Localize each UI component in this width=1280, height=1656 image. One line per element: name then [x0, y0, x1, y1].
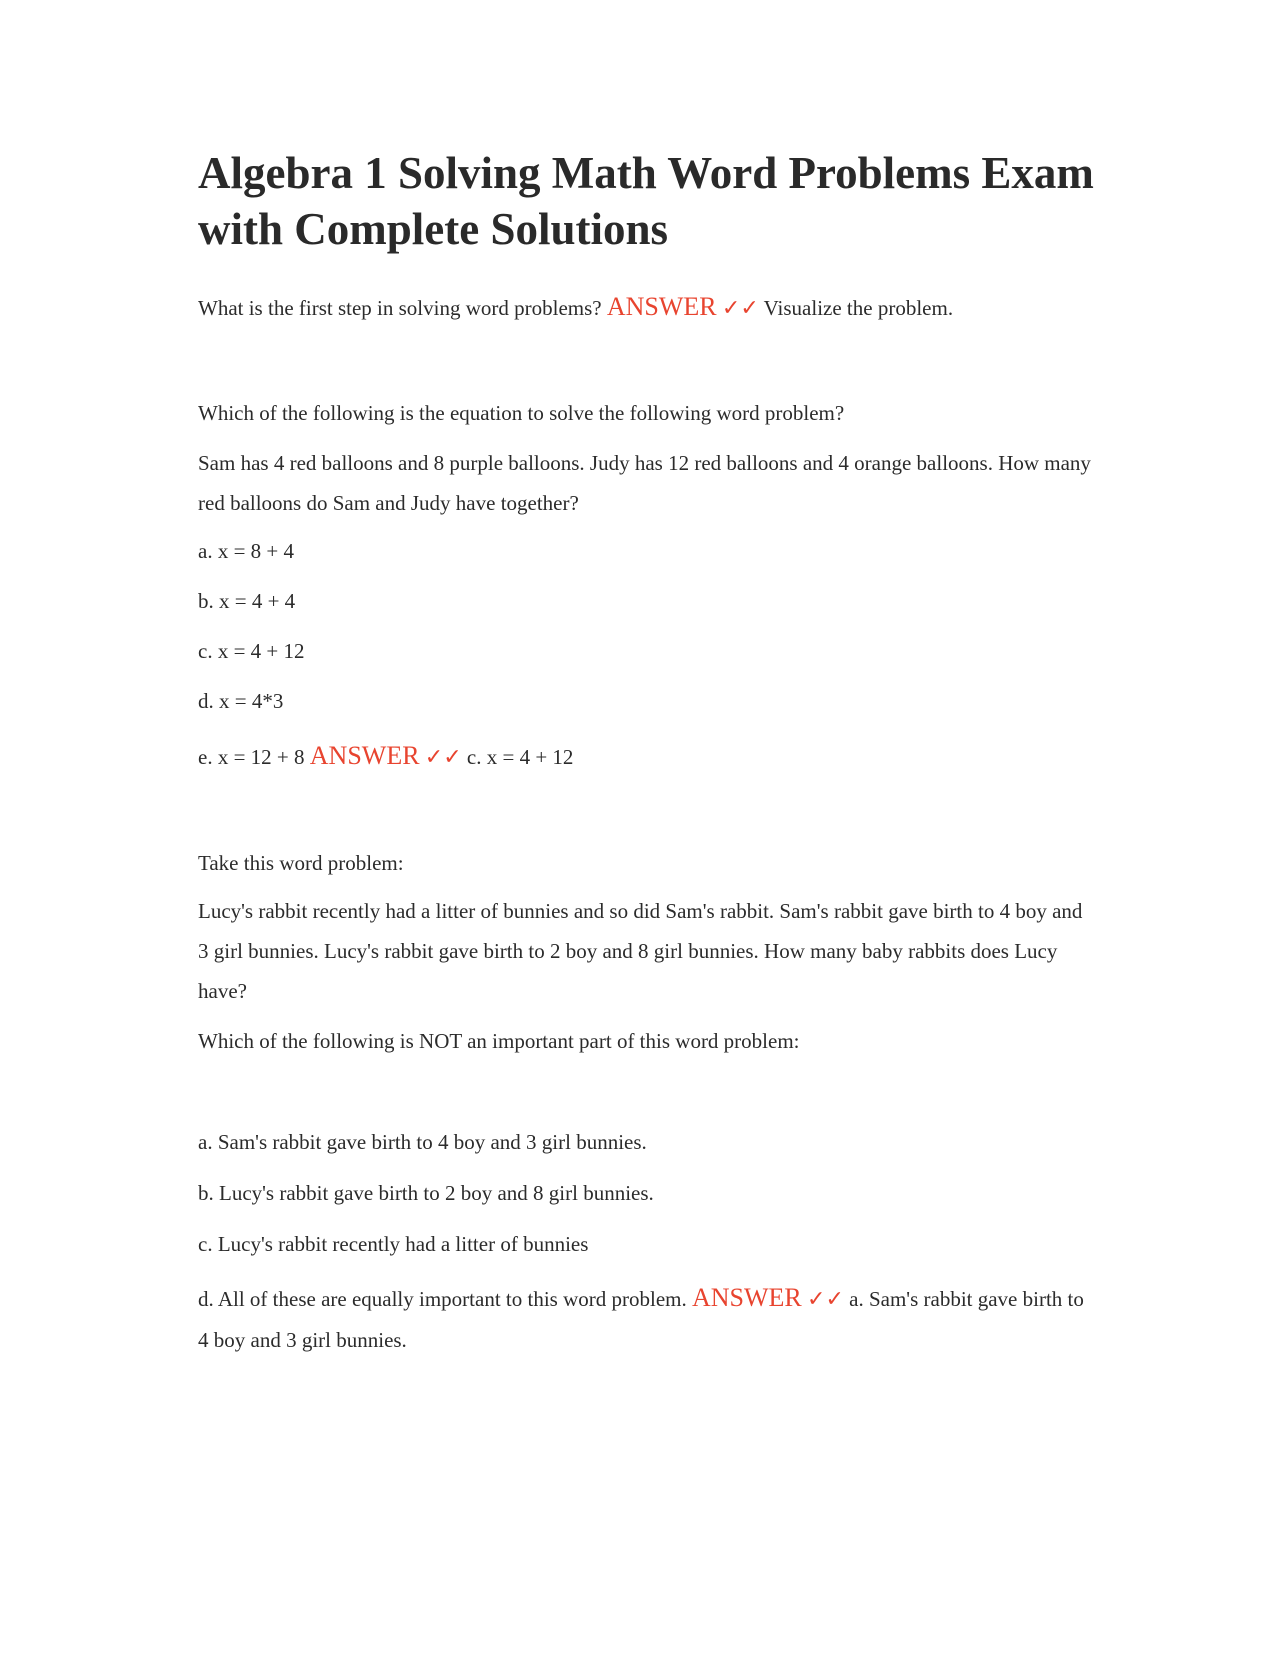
question-2-problem: Sam has 4 red balloons and 8 purple balloons. Judy has 12 red balloons and 4 orange balloons. How many red balloons do Sam and Judy have together? — [198, 451, 1091, 515]
question-3-option-d: d. All of these are equally important to this word problem. — [198, 1287, 687, 1311]
question-2-option-e: e. x = 12 + 8 — [198, 745, 305, 769]
document-title: Algebra 1 Solving Math Word Problems Exam with Complete Solutions — [198, 148, 1094, 254]
answer-label: ANSWER — [309, 741, 420, 770]
check-marks-icon: ✓✓ — [424, 745, 462, 770]
question-3-option-d-with-answer — [198, 1278, 1098, 1360]
question-1-text: What is the first step in solving word problems? — [198, 296, 602, 320]
question-2-answer: c. x = 4 + 12 — [466, 745, 574, 769]
question-2-option-c: c. x = 4 + 12 — [198, 639, 305, 663]
answer-label: ANSWER — [691, 1283, 802, 1312]
question-1 — [198, 293, 953, 323]
question-3-option-b: b. Lucy's rabbit gave birth to 2 boy and 8 girl bunnies. — [198, 1181, 654, 1205]
answer-label: ANSWER — [606, 292, 717, 321]
question-3-option-c: c. Lucy's rabbit recently had a litter of bunnies — [198, 1232, 589, 1256]
question-2-option-a: a. x = 8 + 4 — [198, 539, 295, 563]
question-2-prompt: Which of the following is the equation to solve the following word problem? — [198, 401, 845, 425]
check-marks-icon: ✓✓ — [807, 1287, 844, 1312]
question-3-answer: a. Sam's rabbit gave birth to 4 boy and 3 girl bunnies. — [198, 1287, 1084, 1352]
question-3-option-a: a. Sam's rabbit gave birth to 4 boy and 3 girl bunnies. — [198, 1130, 647, 1154]
question-3-problem: Lucy's rabbit recently had a litter of bunnies and so did Sam's rabbit. Sam's rabbit gave birth to 4 boy and 3 girl bunnies. Lucy's rabbit gave birth to 2 boy and 8 girl bunnies. How many baby rabbits does Lucy have? — [198, 899, 1083, 1003]
question-3-intro: Take this word problem: — [198, 851, 404, 875]
document-page — [198, 145, 1098, 1352]
question-3-prompt: Which of the following is NOT an important part of this word problem: — [198, 1029, 800, 1053]
check-marks-icon: ✓✓ — [721, 296, 759, 321]
question-1-answer: Visualize the problem. — [763, 296, 954, 320]
question-2-option-b: b. x = 4 + 4 — [198, 589, 296, 613]
question-2-option-e-with-answer — [198, 742, 573, 772]
question-2-option-d: d. x = 4*3 — [198, 689, 284, 713]
